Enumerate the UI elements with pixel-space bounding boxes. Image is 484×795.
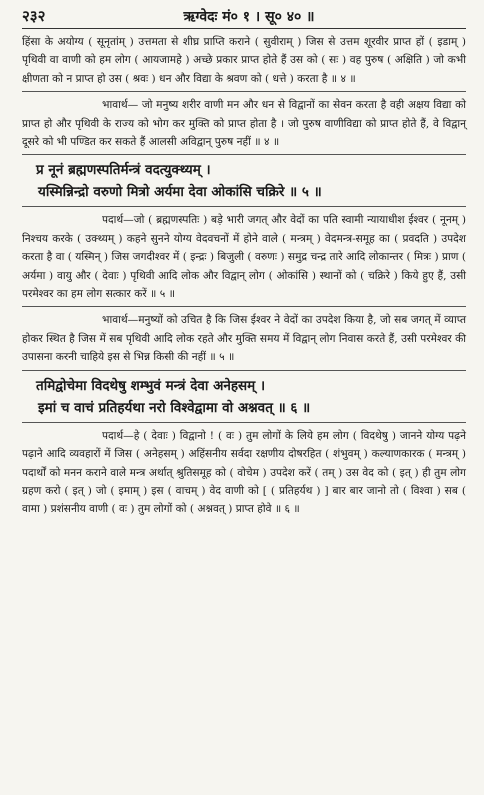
separator	[22, 370, 466, 371]
paragraph-bhavartha-5: भावार्थ—मनुष्यों को उचित है कि जिस ईश्वर ने वेदों का उपदेश किया है, जो सब जगत् में व्याप्त होकर स्थित है जिस में सब पृथिवी आदि लोक रहते और मुक्ति समय में विद्वान् लोग निवास करते हैं, उसी परमेश्वर की उपासना करनी चाहिये इस से भिन्न किसी की नहीं ॥ ५ ॥	[22, 314, 466, 364]
paragraph-padartha-4-end: हिंसा के अयोग्य ( सूनृतांम् ) उत्तमता से शीघ्र प्राप्ति कराने ( सुवीराम् ) जिस से उत्तम शूरवीर प्राप्त हों ( इडाम् ) पृथिवी वा वाणी को हम लोग ( आयजामहे ) अच्छे प्रकार प्राप्त होते हैं उस को ( सः ) वह पुरुष ( अक्षिति ) जो कभी क्षीणता को न प्राप्त हो उस ( श्रवः ) धन और विद्या के श्रवण को ( धत्ते ) करता है ॥ ४ ॥	[22, 36, 466, 85]
paragraph-bhavartha-4: भावार्थ— जो मनुष्य शरीर वाणी मन और धन से विद्वानों का सेवन करता है वही अक्षय विद्या को प्राप्त हो और पृथिवी के राज्य को भोग कर मुक्ति को प्राप्त होता है । जो पुरुष वाणीविद्या को प्राप्त होते हैं, वे विद्वान् दूसरे को भी पण्डित कर सकते हैं आलसी अविद्वान् पुरुष नहीं ॥ ४ ॥	[22, 99, 466, 149]
mantra-5-line-1: प्र नूनं ब्रह्मणस्पतिर्मन्त्रं वदत्युक्थ्यम् ।	[36, 162, 211, 179]
separator	[22, 422, 466, 423]
mantra-6-line-2: इमां च वाचं प्रतिहर्यथा नरो विश्वेद्वामा वो अश्नवत् ॥ ६ ॥	[38, 399, 311, 416]
separator	[22, 206, 466, 207]
mantra-5-line-2: यस्मिन्निन्द्रो वरुणो मित्रो अर्यमा देवा ओकांसि चक्रिरे ॥ ५ ॥	[38, 184, 322, 201]
separator	[22, 306, 466, 307]
paragraph-padartha-5: पदार्थ—जो ( ब्रह्मणस्पतिः ) बड़े भारी जगत् और वेदों का पति स्वामी न्यायाधीश ईश्वर ( नूनम् ) निश्चय करके ( उक्थ्यम् ) कहने सुनने योग्य वेदवचनों में होने वाले ( मन्त्रम् ) वेदमन्त्र-समूह का ( प्रवदति ) उपदेश करता है वा ( यस्मिन् ) जिस जगदीश्वर में ( इन्द्रः ) बिजुली ( वरुणः ) समुद्र चन्द्र तारे आदि लोकान्तर ( मित्रः ) प्राण ( अर्यमा ) वायु और ( देवाः ) पृथिवी आदि लोक और विद्वान् लोग ( ओकांसि ) स्थानों को ( चक्रिरे ) किये हुए हैं, उसी परमेश्वर का हम लोग सत्कार करें ॥ ५ ॥	[22, 214, 466, 301]
separator	[22, 91, 466, 92]
running-title: ऋग्वेदः मं० १ । सू० ४० ॥	[183, 9, 315, 25]
page-number: २३२	[22, 7, 46, 25]
page-header	[22, 6, 466, 29]
paragraph-padartha-6: पदार्थ—हे ( देवाः ) विद्वानो ! ( वः ) तुम लोगों के लिये हम लोग ( विदथेषु ) जानने योग्य पढ़ने पढ़ाने आदि व्यवहारों में जिस ( अनेहसम् ) अहिंसनीय सर्वदा रक्षणीय दोषरहित ( शंभुवम् ) कल्याणकारक ( मन्त्रम् ) पदार्थों को मनन कराने वाले मन्त्र अर्थात् श्रुतिसमूह को ( वोचेम ) उपदेश करें ( तम् ) उस वेद को ( इत् ) ही तुम लोग ग्रहण करो ( इत् ) जो ( इमाम् ) इस ( वाचम् ) वेद वाणी को [ ( प्रतिहर्यथ ) ] बार बार जानो तो ( विश्वा ) सब ( वामा ) प्रशंसनीय वाणी ( वः ) तुम लोगों को ( अश्नवत् ) प्राप्त होवे ॥ ६ ॥	[22, 429, 466, 516]
mantra-6-line-1: तमिद्वोचेमा विदथेषु शम्भुवं मन्त्रं देवा अनेहसम् ।	[36, 377, 266, 394]
separator	[22, 154, 466, 155]
